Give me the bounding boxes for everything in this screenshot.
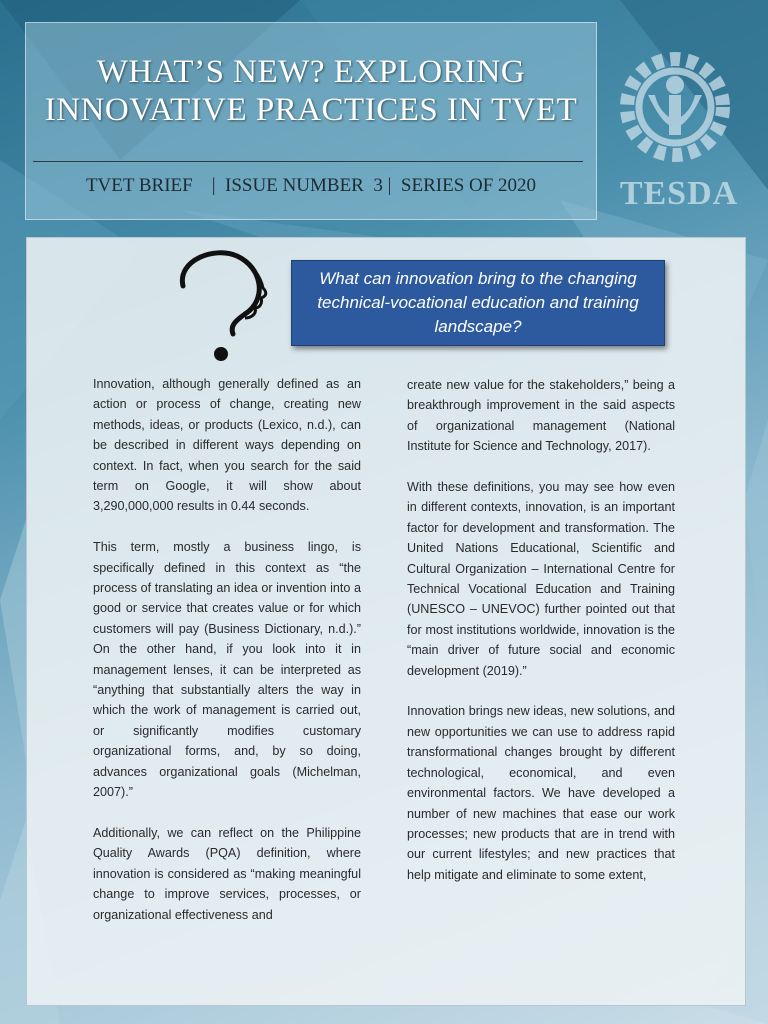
issue-subtitle: TVET BRIEF | ISSUE NUMBER 3 | SERIES OF 2020	[85, 175, 537, 196]
paragraph: Additionally, we can reflect on the Philippine Quality Awards (PQA) definition, where innovation is considered as “making meaningful change to improve services, processes, or organizational effectiveness and	[93, 825, 361, 922]
article-column-right	[407, 375, 675, 906]
header-banner	[25, 22, 597, 220]
question-mark-head-icon	[175, 248, 275, 368]
article-page	[26, 237, 746, 1006]
paragraph: With these definitions, you may see how even in different contexts, innovation, is an important factor for development and transformation. The United Nations Educational, Scientific and Cultural Organization – International Centre for Technical Vocational Education and Training (UNESCO – UNEVOC) further pointed out that for most institutions worldwide, innovation is the “main driver of future social and economic development (2019).”	[407, 480, 675, 678]
article-column-left	[93, 374, 361, 945]
paragraph: create new value for the stakeholders,” being a breakthrough improvement in the said aspects of organizational management (National Institute for Science and Technology, 2017).	[407, 378, 675, 454]
paragraph: Innovation, although generally defined as an action or process of change, creating new methods, ideas, or products (Lexico, n.d.), can be described in different ways depending on context. In fact, when you search for the said term on Google, it will show about 3,290,000,000 results in 0.44 seconds.	[93, 377, 361, 514]
tesda-logo-text: TESDA	[619, 175, 739, 212]
paragraph: This term, mostly a business lingo, is specifically defined in this context as “the process of translating an idea or invention into a good or service that creates value or for which customers will pay (Business Dictionary, n.d.).” On the other hand, if you look into it in management lenses, it can be interpreted as “anything that substantially alters the way in which the work of management is carried out, or significantly modifies customary organizational forms, and, by so doing, advances organizational goals (Michelman, 2007).”	[93, 540, 361, 800]
page-title	[26, 53, 596, 129]
title-line-2: INNOVATIVE PRACTICES IN TVET	[44, 92, 578, 128]
title-line-1: WHAT’S NEW? EXPLORING	[96, 54, 526, 90]
question-callout: What can innovation bring to the changing technical-vocational education and training landscape?	[291, 260, 665, 346]
header-divider	[33, 161, 583, 162]
paragraph: Innovation brings new ideas, new solutions, and new opportunities we can use to address rapid transformational changes brought by different technological, economical, and even environmental factors. We have developed a number of new machines that ease our work processes; new products that are in trend with our current lifestyles; and new practices that help mitigate and eliminate to some extent,	[407, 704, 675, 882]
